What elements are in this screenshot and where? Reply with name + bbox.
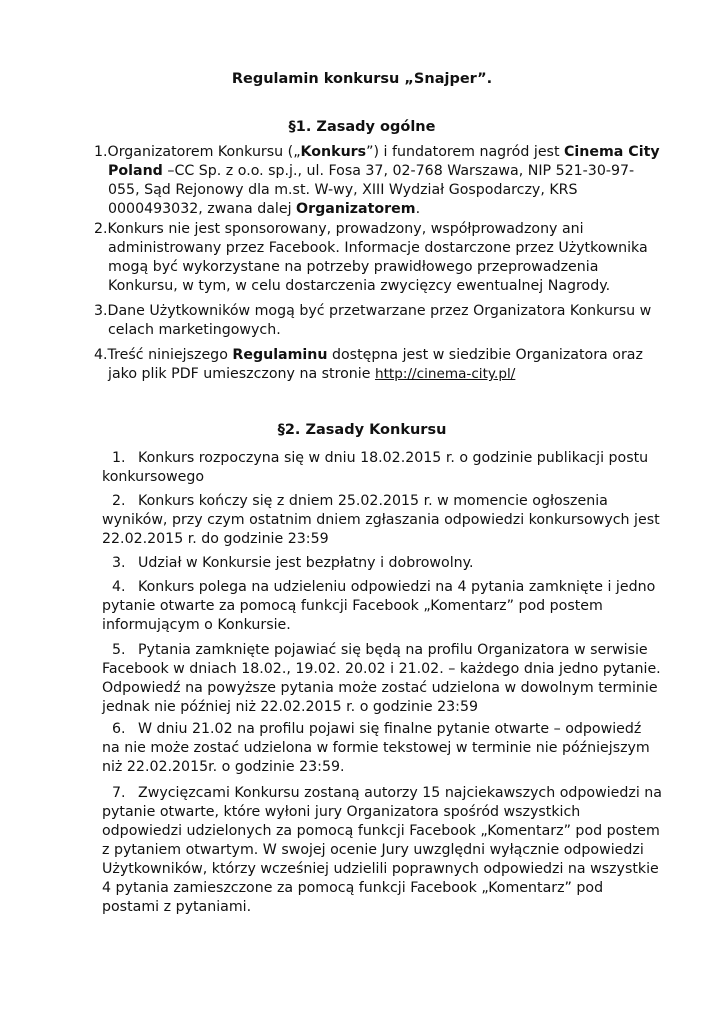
section2-item-1: 1. Konkurs rozpoczyna się w dniu 18.02.2015 r. o godzinie publikacji postu konkursowego: [102, 450, 649, 485]
item-number: 3.: [94, 303, 108, 319]
item-number: 6.: [112, 721, 126, 737]
item-number: 1.: [112, 450, 126, 466]
section2-heading: §2. Zasady Konkursu: [277, 422, 447, 438]
item-number: 2.: [94, 221, 108, 237]
website-link[interactable]: http://cinema-city.pl/: [374, 366, 516, 382]
section1-item-1: 1.Organizatorem Konkursu („Konkurs”) i fundatorem nagród jest Cinema City Poland –CC Sp. z o.o. sp.j., ul. Fosa 37, 02-768 Warszawa, NIP 521-30-97-055, Sąd Rejonowy dla m.st. W-wy, XIII Wydział Gospodarczy, KRS 0000493032, zwana dalej Organizatorem.: [94, 144, 660, 217]
section2-item-5: 5. Pytania zamknięte pojawiać się będą na profilu Organizatora w serwisie Facebook w dniach 18.02., 19.02. 20.02 i 21.02. – każdego dnia jedno pytanie. Odpowiedź na powyższe pytania może zostać udzielona w dowolnym terminie jednak nie później niż 22.02.2015 r. o godzinie 23:59: [102, 642, 661, 715]
section1-item-4: 4.Treść niniejszego Regulaminu dostępna jest w siedzibie Organizatora oraz jako plik PDF umieszczony na stronie http://cinema-city.pl/: [94, 347, 643, 382]
section2-item-3: 3. Udział w Konkursie jest bezpłatny i dobrowolny.: [102, 554, 662, 573]
section2-item-2: 2. Konkurs kończy się z dniem 25.02.2015 r. w momencie ogłoszenia wyników, przy czym ostatnim dniem zgłaszania odpowiedzi konkursowych jest 22.02.2015 r. do godzinie 23:59: [102, 493, 660, 547]
item-number: 3.: [112, 555, 126, 571]
section1-heading: §1. Zasady ogólne: [288, 119, 436, 135]
item-number: 5.: [112, 642, 126, 658]
section2-item-6: 6. W dniu 21.02 na profilu pojawi się finalne pytanie otwarte – odpowiedź na nie może zostać udzielona w formie tekstowej w terminie nie późniejszym niż 22.02.2015r. o godzinie 23:59.: [102, 721, 650, 775]
item-number: 7.: [112, 785, 126, 801]
section2-item-4: 4. Konkurs polega na udzieleniu odpowiedzi na 4 pytania zamknięte i jedno pytanie otwarte za pomocą funkcji Facebook „Komentarz” pod postem informującym o Konkursie.: [102, 579, 656, 633]
section1-item-3: 3.Dane Użytkowników mogą być przetwarzane przez Organizatora Konkursu w celach marketingowych.: [94, 303, 652, 338]
item-number: 1.: [94, 144, 108, 160]
document-title: Regulamin konkursu „Snajper”.: [231, 71, 493, 87]
item-number: 4.: [112, 579, 126, 595]
item-number: 4.: [94, 347, 108, 363]
section2-item-7: 7. Zwycięzcami Konkursu zostaną autorzy 15 najciekawszych odpowiedzi na pytanie otwarte, które wyłoni jury Organizatora spośród wszystkich odpowiedzi udzielonych za pomocą funkcji Facebook „Komentarz” pod postem z pytaniem otwartym. W swojej ocenie Jury uwzględni wyłącznie odpowiedzi Użytkowników, którzy wcześniej udzielili poprawnych odpowiedzi na wszystkie 4 pytania zamieszczone za pomocą funkcji Facebook „Komentarz” pod postami z pytaniami.: [102, 785, 662, 915]
section1-item-2: 2.Konkurs nie jest sponsorowany, prowadzony, współprowadzony ani administrowany przez Facebook. Informacje dostarczone przez Użytkownika mogą być wykorzystane na potrzeby prawidłowego przeprowadzenia Konkursu, w tym, w celu dostarczenia zwycięzcy ewentualnej Nagrody.: [94, 221, 648, 294]
item-number: 2.: [112, 493, 126, 509]
